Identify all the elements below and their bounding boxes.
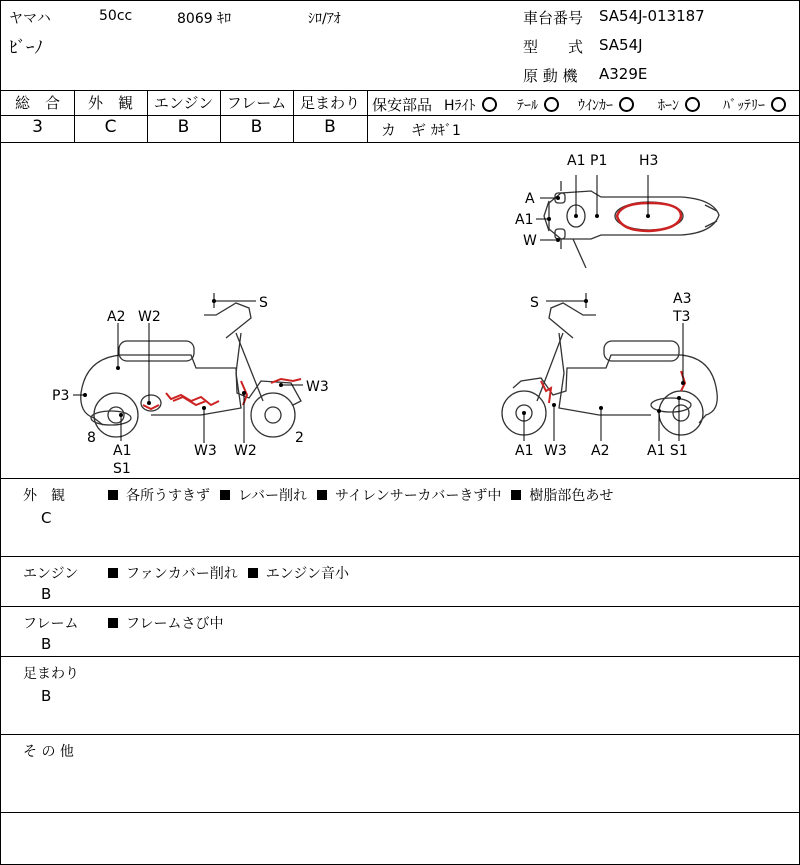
label-w2-bottom: W2 — [234, 443, 257, 459]
label-w3: W3 — [194, 443, 217, 459]
grid-line — [1, 734, 799, 735]
grade-value-engine: B — [177, 117, 190, 137]
square-bullet-icon — [317, 490, 327, 500]
label-w: W — [523, 233, 537, 249]
note-grade-frame: B — [41, 635, 52, 653]
safety-parts-label: 保安部品 — [372, 96, 433, 114]
grid-line — [367, 90, 368, 142]
part-name: ｳｲﾝｶｰ — [578, 98, 613, 114]
grid-line — [1, 556, 799, 557]
label-a2: A2 — [591, 443, 610, 459]
label-a1-side: A1 — [515, 212, 534, 228]
grade-label-engine: エンジン — [153, 94, 214, 112]
square-bullet-icon — [220, 490, 230, 500]
note-item: エンジン音小 — [248, 566, 349, 582]
model-name: ﾋﾞｰﾉ — [9, 38, 43, 58]
grade-label-frame: フレーム — [226, 94, 287, 112]
label-w3: W3 — [544, 443, 567, 459]
part-battery — [723, 95, 786, 115]
scooter-diagram — [1, 143, 799, 479]
grid-line — [1, 478, 799, 479]
grade-value-suspension: B — [324, 117, 336, 137]
grade-value-overall: 3 — [32, 117, 43, 137]
top-view — [544, 181, 719, 268]
note-label-exterior: 外 観 — [23, 488, 65, 504]
grid-line — [1, 656, 799, 657]
displacement: 50cc — [99, 8, 133, 24]
color: ｼﾛ/ｱｵ — [308, 11, 341, 27]
note-item: フレームさび中 — [108, 616, 223, 632]
label-t3: T3 — [673, 309, 691, 325]
part-winker — [578, 95, 634, 115]
part-name: ﾃｰﾙ — [517, 98, 538, 114]
key-label: カ ギ — [381, 121, 427, 139]
circle-ok-icon — [685, 97, 700, 112]
note-label-frame: フレーム — [23, 616, 79, 632]
square-bullet-icon — [108, 568, 118, 578]
safety-parts-row — [372, 94, 432, 115]
part-name: Hﾗｲﾄ — [444, 98, 476, 114]
note-grade-exterior: C — [41, 509, 52, 527]
note-item: ファンカバー削れ — [108, 566, 238, 582]
label-s: S — [259, 295, 268, 311]
label-a1: A1 — [567, 153, 586, 169]
circle-ok-icon — [482, 97, 497, 112]
grade-value-exterior: C — [104, 117, 117, 137]
mileage: 8069 ｷﾛ — [177, 11, 232, 27]
label-h3: H3 — [639, 153, 659, 169]
label-p3: P3 — [52, 388, 70, 404]
square-bullet-icon — [108, 618, 118, 628]
model-label: 型 式 — [523, 38, 584, 56]
square-bullet-icon — [511, 490, 521, 500]
label-a1: A1 — [113, 443, 132, 459]
grid-line — [1, 606, 799, 607]
maker: ヤマハ — [9, 11, 51, 27]
frame-no-label: 車台番号 — [523, 9, 584, 27]
grid-line — [1, 812, 799, 813]
label-p1: P1 — [590, 153, 608, 169]
label-a2: A2 — [107, 309, 126, 325]
note-label-other: そ の 他 — [23, 744, 74, 760]
engine-value: A329E — [599, 65, 648, 83]
note-item: レバー削れ — [220, 488, 307, 504]
grade-value-frame: B — [250, 117, 263, 137]
note-item: 樹脂部色あせ — [511, 488, 613, 504]
part-name: ﾎｰﾝ — [658, 98, 679, 114]
grid-line — [1, 90, 799, 91]
key-value: ｶｷﾞ1 — [431, 123, 461, 139]
note-item: サイレンサーカバーきず中 — [317, 488, 501, 504]
engine-label: 原 動 機 — [523, 67, 578, 85]
circle-ok-icon — [619, 97, 634, 112]
part-name: ﾊﾞｯﾃﾘｰ — [723, 98, 765, 114]
label-s: S — [530, 295, 539, 311]
square-bullet-icon — [248, 568, 258, 578]
label-8: 8 — [87, 430, 96, 446]
label-s1: S1 — [113, 461, 131, 477]
note-items-engine — [108, 563, 359, 583]
grade-label-overall: 総 合 — [14, 94, 60, 112]
model-value: SA54J — [599, 36, 643, 54]
note-label-engine: エンジン — [23, 566, 79, 582]
square-bullet-icon — [108, 490, 118, 500]
note-item: 各所うすきず — [108, 488, 210, 504]
label-a: A — [525, 191, 535, 207]
note-grade-engine: B — [41, 585, 52, 603]
grid-line — [367, 115, 799, 116]
label-a1: A1 — [515, 443, 534, 459]
part-tail — [517, 95, 559, 115]
label-w3-right: W3 — [306, 379, 329, 395]
note-items-frame — [108, 613, 233, 633]
circle-ok-icon — [544, 97, 559, 112]
part-headlight — [444, 95, 497, 115]
label-2: 2 — [295, 430, 304, 446]
grade-label-exterior: 外 観 — [87, 94, 133, 112]
grade-label-suspension: 足まわり — [299, 94, 360, 112]
label-a3: A3 — [673, 291, 692, 307]
frame-no-value: SA54J-013187 — [599, 7, 705, 25]
note-label-suspension: 足まわり — [23, 666, 79, 682]
part-horn — [658, 95, 700, 115]
grid-line — [1, 115, 367, 116]
label-w2: W2 — [138, 309, 161, 325]
note-grade-suspension: B — [41, 687, 52, 705]
label-a1-s1: A1 S1 — [647, 443, 688, 459]
circle-ok-icon — [771, 97, 786, 112]
note-items-exterior — [108, 485, 623, 505]
